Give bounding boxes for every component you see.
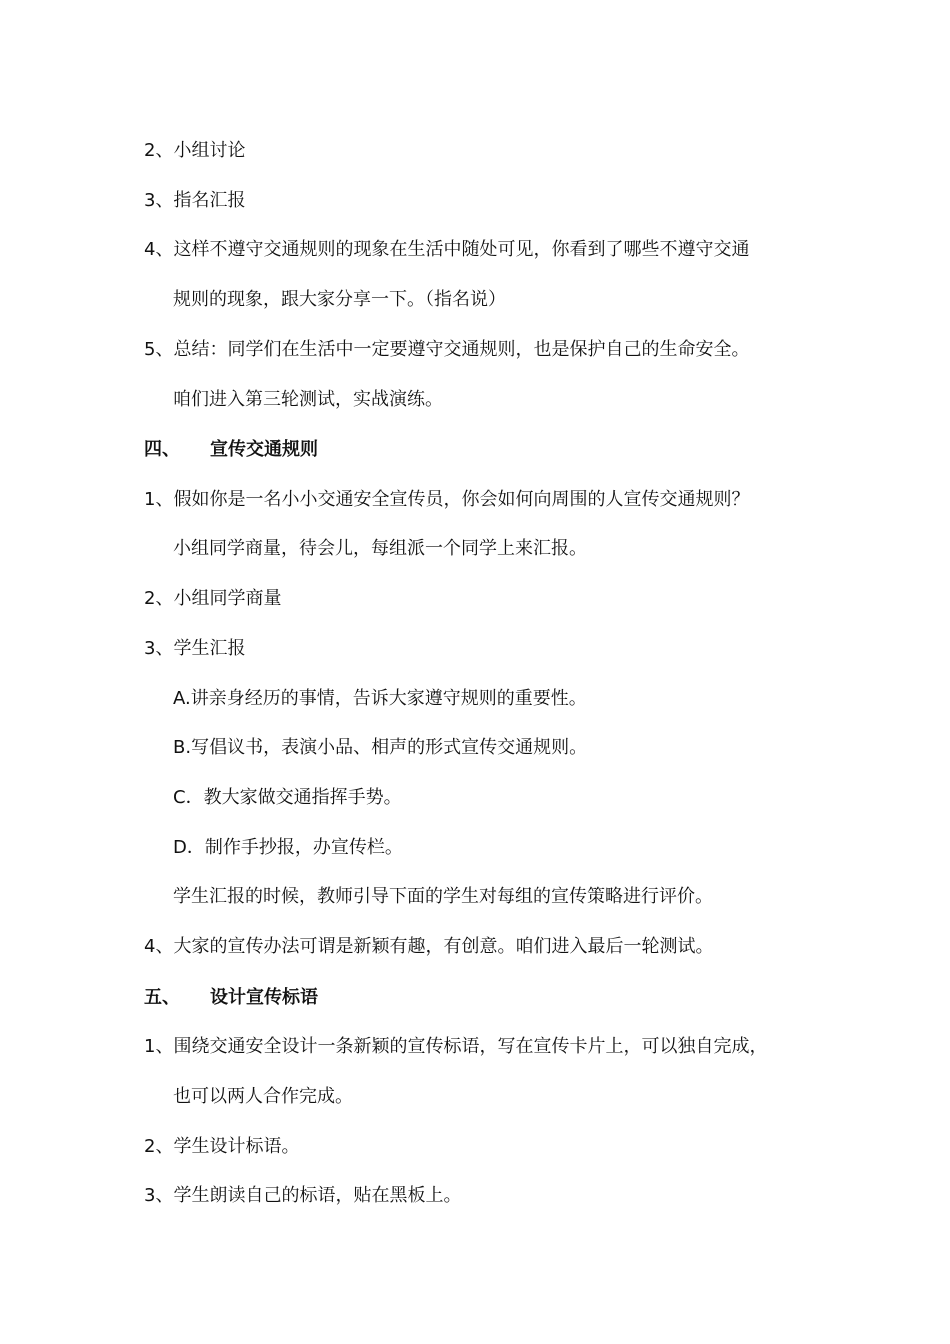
- list-item-continuation: [173, 388, 443, 412]
- item-number: 1、: [144, 489, 174, 510]
- sub-item: [173, 836, 403, 860]
- list-item: [144, 1135, 299, 1159]
- item-text: D．制作手抄报，办宣传栏。: [173, 837, 403, 858]
- item-text: 围绕交通安全设计一条新颖的宣传标语，写在宣传卡片上，可以独自完成，: [173, 1036, 768, 1057]
- section-heading: [144, 438, 318, 462]
- item-number: 5、: [144, 339, 174, 360]
- item-number: 3、: [144, 638, 174, 659]
- list-item: [144, 139, 245, 163]
- item-text: 大家的宣传办法可谓是新颖有趣，有创意。咱们进入最后一轮测试。: [173, 936, 714, 957]
- list-item-continuation: [173, 288, 506, 312]
- section-heading: [144, 986, 318, 1010]
- item-text: 咱们进入第三轮测试，实战演练。: [173, 389, 443, 410]
- item-text: 这样不遵守交通规则的现象在生活中随处可见，你看到了哪些不遵守交通: [173, 239, 750, 260]
- list-item-continuation: [173, 537, 587, 561]
- item-text: 指名汇报: [173, 190, 246, 211]
- item-text: 小组讨论: [173, 140, 246, 161]
- section-title: 宣传交通规则: [210, 439, 318, 460]
- item-text: 小组同学商量，待会儿，每组派一个同学上来汇报。: [173, 538, 587, 559]
- list-item-continuation: [173, 1085, 353, 1109]
- list-item: [144, 488, 749, 512]
- item-number: 2、: [144, 140, 174, 161]
- list-item: [144, 238, 749, 262]
- list-item: [144, 1035, 767, 1059]
- sub-item: [173, 687, 587, 711]
- item-text: 学生汇报: [173, 638, 246, 659]
- section-title: 设计宣传标语: [210, 987, 318, 1008]
- list-item: [144, 1184, 461, 1208]
- sub-item: [173, 736, 587, 760]
- sub-item: [173, 786, 402, 810]
- item-text: 假如你是一名小小交通安全宣传员，你会如何向周围的人宣传交通规则？: [173, 489, 750, 510]
- item-number: 4、: [144, 936, 174, 957]
- item-number: 4、: [144, 239, 174, 260]
- item-text: C．教大家做交通指挥手势。: [173, 787, 402, 808]
- section-number: 四、: [144, 439, 180, 460]
- item-number: 3、: [144, 1185, 174, 1206]
- item-text: A.讲亲身经历的事情，告诉大家遵守规则的重要性。: [173, 688, 587, 709]
- item-number: 3、: [144, 190, 174, 211]
- list-item: [144, 338, 749, 362]
- item-number: 1、: [144, 1036, 174, 1057]
- item-text: 学生汇报的时候，教师引导下面的学生对每组的宣传策略进行评价。: [173, 886, 713, 907]
- item-text: 也可以两人合作完成。: [173, 1086, 353, 1107]
- item-text: 规则的现象，跟大家分享一下。（指名说）: [173, 289, 506, 310]
- item-text: 学生设计标语。: [173, 1136, 300, 1157]
- item-text: 总结：同学们在生活中一定要遵守交通规则，也是保护自己的生命安全。: [173, 339, 750, 360]
- item-number: 2、: [144, 588, 174, 609]
- item-text: 小组同学商量: [173, 588, 282, 609]
- item-text: B.写倡议书，表演小品、相声的形式宣传交通规则。: [173, 737, 588, 758]
- section-number: 五、: [144, 987, 180, 1008]
- paragraph: [173, 885, 713, 909]
- item-text: 学生朗读自己的标语，贴在黑板上。: [173, 1185, 462, 1206]
- list-item: [144, 935, 713, 959]
- list-item: [144, 587, 281, 611]
- item-number: 2、: [144, 1136, 174, 1157]
- list-item: [144, 637, 245, 661]
- list-item: [144, 189, 245, 213]
